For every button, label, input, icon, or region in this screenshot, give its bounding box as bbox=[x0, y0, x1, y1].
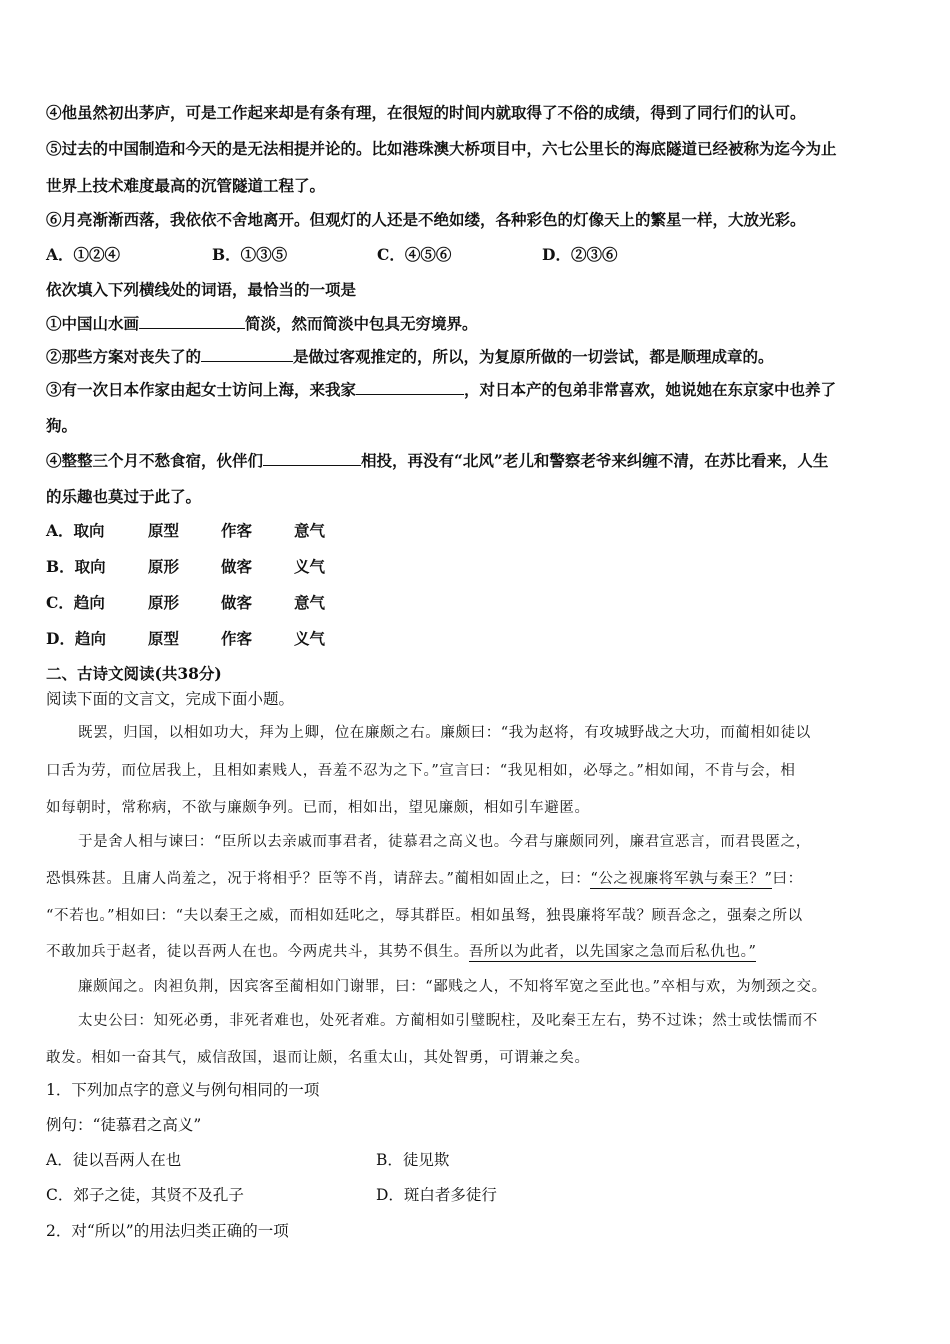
passage-p4-line1: 太史公曰：知死必勇，非死者难也，处死者难。方蔺相如引璧睨柱，及叱秦王左右，势不过诛；然士或怯懦而不 bbox=[78, 1013, 818, 1029]
passage-p2-line4 bbox=[46, 940, 756, 961]
option-letter: B． bbox=[46, 557, 75, 576]
sentence-6: ⑥月亮渐渐西落，我依依不舍地离开。但观灯的人还是不绝如缕，各种彩色的灯像天上的繁星一样，大放光彩。 bbox=[46, 210, 806, 229]
fill-blank-4 bbox=[263, 451, 361, 466]
passage-p2-line4-pre: 不敢加兵于赵者，徒以吾两人在也。今两虎共斗，其势不俱生。 bbox=[46, 944, 469, 960]
fill-item-2-post: 是做过客观推定的，所以，为复原所做的一切尝试，都是顺理成章的。 bbox=[293, 347, 774, 366]
q1-example: 例句：“徒慕君之高义” bbox=[46, 1116, 202, 1134]
fill-item-3-post: ，对日本产的包弟非常喜欢，她说她在东京家中也养了 bbox=[464, 380, 837, 399]
option-word-4: 意气 bbox=[294, 593, 326, 612]
fill-option-d bbox=[46, 627, 326, 649]
section-heading: 二、古诗文阅读(共38分) bbox=[46, 664, 222, 683]
q1-option-a: A．徒以吾两人在也 bbox=[46, 1151, 182, 1169]
option-letter: C． bbox=[46, 593, 74, 612]
option-word-3: 做客 bbox=[221, 557, 253, 576]
passage-p2-line3: “不若也。”相如曰：“夫以秦王之威，而相如廷叱之，辱其群臣。相如虽驽，独畏廉将军哉？顾吾念之，强秦之所以 bbox=[46, 908, 803, 924]
prev-option-a: A．①②④ bbox=[46, 245, 121, 264]
sentence-5-line2: 世界上技术难度最高的沉管隧道工程了。 bbox=[46, 176, 326, 195]
fill-option-a bbox=[46, 519, 326, 541]
passage-p2-line2-post: 曰： bbox=[772, 871, 803, 887]
fill-item-2-pre: ②那些方案对丧失了的 bbox=[46, 347, 202, 366]
q1-option-d: D．斑白者多徒行 bbox=[376, 1186, 497, 1204]
option-word-2: 原形 bbox=[148, 593, 180, 612]
option-word-3: 做客 bbox=[221, 593, 253, 612]
fill-item-1-pre: ①中国山水画 bbox=[46, 314, 140, 333]
q1-option-b: B．徒见欺 bbox=[376, 1151, 450, 1169]
fill-item-1-post: 简淡，然而简淡中包具无穷境界。 bbox=[245, 314, 478, 333]
option-word-4: 义气 bbox=[294, 557, 326, 576]
underlined-sentence-2: 吾所以为此者，以先国家之急而后私仇也。” bbox=[468, 944, 757, 960]
passage-p2-line2 bbox=[46, 867, 803, 888]
q2-stem: 2．对“所以”的用法归类正确的一项 bbox=[46, 1222, 289, 1240]
fill-blank-2 bbox=[201, 347, 293, 362]
q1-stem: 1．下列加点字的意义与例句相同的一项 bbox=[46, 1081, 320, 1099]
passage-p4-line2: 敢发。相如一奋其气，威信敌国，退而让颇，名重太山，其处智勇，可谓兼之矣。 bbox=[46, 1050, 590, 1066]
passage-p2-line1: 于是舍人相与谏曰：“臣所以去亲戚而事君者，徒慕君之高义也。今君与廉颇同列，廉君宣恶言，而君畏匿之， bbox=[78, 834, 811, 850]
underlined-sentence-1: “公之视廉将军孰与秦王？” bbox=[590, 871, 773, 887]
fill-item-3 bbox=[46, 378, 836, 400]
passage-p2-line2-pre: 恐惧殊甚。且庸人尚羞之，况于将相乎？臣等不肖，请辞去。”蔺相如固止之，曰： bbox=[46, 871, 591, 887]
fill-blank-1 bbox=[139, 314, 245, 329]
option-word-3: 作客 bbox=[221, 629, 253, 648]
fill-item-4-line2: 的乐趣也莫过于此了。 bbox=[46, 487, 202, 506]
option-letter: D． bbox=[46, 629, 75, 648]
option-word-3: 作客 bbox=[221, 521, 253, 540]
option-word-1: 趋向 bbox=[73, 593, 105, 612]
passage-p1-line2: 口舌为劳，而位居我上，且相如素贱人，吾羞不忍为之下。”宣言曰：“我见相如，必辱之。”相如闻，不肯与会，相 bbox=[46, 763, 796, 779]
fill-item-3-pre: ③有一次日本作家由起女士访问上海，来我家 bbox=[46, 380, 357, 399]
sentence-5-line1: ⑤过去的中国制造和今天的是无法相提并论的。比如港珠澳大桥项目中，六七公里长的海底隧道已经被称为迄今为止 bbox=[46, 139, 837, 158]
option-word-2: 原形 bbox=[148, 557, 180, 576]
fill-item-4-pre: ④整整三个月不愁食宿，伙伴们 bbox=[46, 451, 264, 470]
option-word-4: 意气 bbox=[294, 521, 326, 540]
sentence-4: ④他虽然初出茅庐，可是工作起来却是有条有理，在很短的时间内就取得了不俗的成绩，得到了同行们的认可。 bbox=[46, 103, 806, 122]
fill-item-4-post: 相投，再没有“北风”老儿和警察老爷来纠缠不清，在苏比看来，人生 bbox=[361, 451, 829, 470]
q1-option-c: C．郊子之徒，其贤不及孔子 bbox=[46, 1186, 244, 1204]
section-instruction: 阅读下面的文言文，完成下面小题。 bbox=[46, 690, 295, 708]
passage-p1-line3: 如每朝时，常称病，不欲与廉颇争列。已而，相如出，望见廉颇，相如引车避匿。 bbox=[46, 800, 590, 816]
option-letter: A． bbox=[46, 521, 74, 540]
prev-option-c: C．④⑤⑥ bbox=[377, 245, 452, 264]
prev-option-d: D．②③⑥ bbox=[542, 245, 618, 264]
fill-option-c bbox=[46, 591, 326, 613]
fill-item-2 bbox=[46, 345, 774, 367]
passage-p1-line1: 既罢，归国，以相如功大，拜为上卿，位在廉颇之右。廉颇曰：“我为赵将，有攻城野战之大功，而蔺相如徒以 bbox=[78, 725, 811, 741]
option-word-1: 取向 bbox=[73, 521, 105, 540]
prev-option-b: B．①③⑤ bbox=[212, 245, 288, 264]
passage-p3-line1: 廉颇闻之。肉袒负荆，因宾客至蔺相如门谢罪，曰：“鄙贱之人，不知将军宽之至此也。”卒相与欢，为刎颈之交。 bbox=[78, 979, 827, 995]
fill-blank-3 bbox=[356, 380, 464, 395]
fill-item-4 bbox=[46, 449, 828, 471]
option-word-2: 原型 bbox=[148, 521, 180, 540]
option-word-2: 原型 bbox=[148, 629, 180, 648]
fill-item-3-line2: 狗。 bbox=[46, 416, 78, 435]
fill-option-b bbox=[46, 555, 326, 577]
option-word-1: 趋向 bbox=[74, 629, 106, 648]
option-word-4: 义气 bbox=[294, 629, 326, 648]
fill-item-1 bbox=[46, 312, 478, 334]
fill-prompt: 依次填入下列横线处的词语，最恰当的一项是 bbox=[46, 280, 357, 299]
option-word-1: 取向 bbox=[74, 557, 106, 576]
